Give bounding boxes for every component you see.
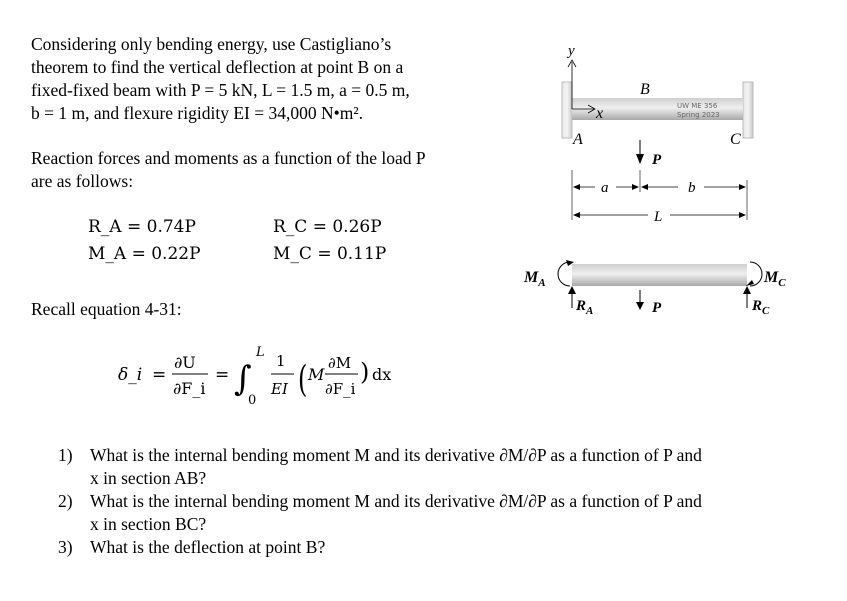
problem-line: b = 1 m, and flexure rigidity EI = 34,000 N•m². — [31, 103, 363, 123]
dim-l: L — [654, 209, 663, 225]
watermark: UW ME 356 — [677, 102, 718, 110]
reaction-mc: M_C = 0.11P — [273, 244, 387, 264]
fbd-ma: $M_A$ — [524, 269, 546, 289]
eq-delta: δ_i — [118, 365, 143, 385]
problem-line: fixed-fixed beam with P = 5 kN, L = 1.5 m, a = 0.5 m, — [31, 80, 410, 100]
castigliano-equation — [118, 340, 418, 410]
reaction-ma: M_A = 0.22P — [88, 244, 201, 264]
question-item: 1) What is the internal bending moment M and its derivative ∂M/∂P as a function of P and x in section AB? — [58, 445, 702, 488]
reaction-rc: R_C = 0.26P — [273, 217, 382, 237]
right-wall — [743, 82, 753, 138]
eq-dx: dx — [372, 365, 392, 384]
recall-text: Recall equation 4-31: — [31, 299, 182, 319]
fbd-mc: $M_C$ — [764, 269, 786, 289]
fbd-ra: $R_A$ — [576, 298, 594, 317]
problem-statement — [31, 33, 501, 125]
fbd-load: P — [652, 300, 662, 316]
svg-text:=: = — [152, 365, 167, 385]
point-a-label: A — [573, 131, 583, 148]
eq-dm: ∂M — [328, 354, 352, 372]
question-item: 3) What is the deflection at point B? — [58, 537, 326, 557]
eq-ei: EI — [271, 380, 288, 398]
eq-one: 1 — [276, 352, 286, 370]
svg-text:=: = — [215, 365, 230, 385]
eq-m: M — [308, 365, 325, 384]
eq-dfi: ∂F_i — [173, 379, 206, 398]
svg-text:): ) — [360, 358, 370, 386]
reaction-ra: R_A = 0.74P — [88, 217, 196, 237]
reactions-intro — [31, 147, 501, 193]
dim-a: a — [601, 180, 609, 196]
load-label: P — [652, 152, 662, 168]
reactions-intro-line: are as follows: — [31, 171, 134, 191]
dim-b: b — [688, 180, 696, 196]
watermark: Spring 2023 — [677, 111, 720, 119]
question-item: 2) What is the internal bending moment M and its derivative ∂M/∂P as a function of P and x in section BC? — [58, 491, 702, 534]
fbd-beam — [572, 264, 747, 286]
eq-dfi2: ∂F_i — [325, 380, 356, 398]
point-c-label: C — [730, 131, 741, 148]
eq-upper: L — [256, 345, 265, 360]
questions-list — [58, 444, 818, 559]
x-axis-label: x — [596, 105, 604, 122]
svg-text:∫: ∫ — [234, 359, 252, 399]
reactions-intro-line: Reaction forces and moments as a function of the load P — [31, 148, 426, 168]
problem-line: Considering only bending energy, use Castigliano’s — [31, 34, 392, 54]
svg-text:(: ( — [298, 359, 308, 401]
problem-line: theorem to find the vertical deflection at point B on a — [31, 57, 404, 77]
beam-diagram — [510, 40, 847, 340]
eq-lower: 0 — [248, 393, 257, 408]
left-wall — [562, 82, 572, 138]
point-b-label: B — [640, 81, 650, 98]
fbd-rc: $R_C$ — [752, 298, 770, 317]
eq-du: ∂U — [174, 353, 196, 372]
y-axis-label: y — [568, 43, 575, 59]
